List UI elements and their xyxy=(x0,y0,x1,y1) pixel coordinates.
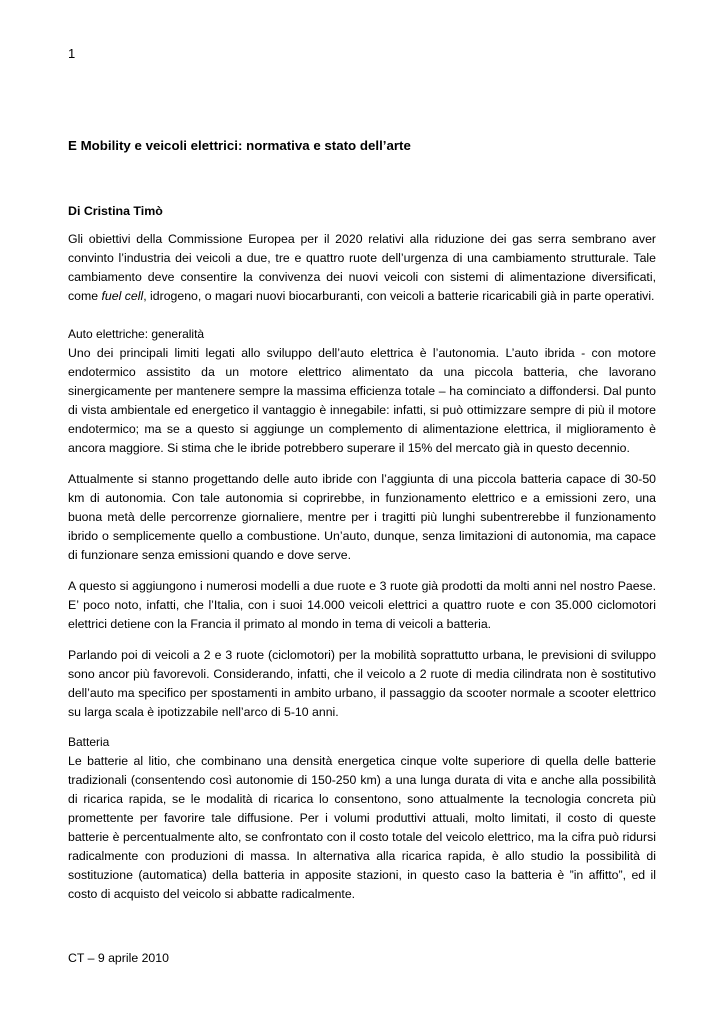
page-number: 1 xyxy=(68,46,76,61)
paragraph-autonomia: Uno dei principali limiti legati allo sviluppo dell’auto elettrica è l’autonomia. L’auto ibrida - con motore endotermico assistito da un motore elettrico alimentato da una piccola batteria, che lavorano sinergicamente per mantenere sempre la massima efficienza totale – ha cominciato a diffondersi. Dal punto di vista ambientale ed energetico il vantaggio è innegabile: infatti, si può ottimizzare sempre di più il motore endotermico; ma se a questo si aggiunge un complemento di alimentazione elettrica, il miglioramento è ancora maggiore. Si stima che le ibride potrebbero superare il 15% del mercato già in questo decennio. xyxy=(68,346,656,455)
intro-paragraph xyxy=(68,230,656,306)
paragraph-auto-ibride: Attualmente si stanno progettando delle auto ibride con l’aggiunta di una piccola batteria capace di 30-50 km di autonomia. Con tale autonomia si coprirebbe, in funzionamento elettrico e a emissioni zero, una buona metà delle percorrenze giornaliere, mentre per i tragitti più lunghi subentrerebbe il funzionamento ibrido o semplicemente quello a combustione. Un’auto, dunque, senza limitazioni di autonomia, ma capace di funzionare senza emissioni quando e dove serve. xyxy=(68,472,656,562)
paragraph-batterie-litio: Le batterie al litio, che combinano una densità energetica cinque volte superiore di quella delle batterie tradizionali (consentendo così autonomie di 150-250 km) a una lunga durata di vita e anche alla possibilità di ricarica rapida, se le modalità di ricarica lo consentono, sono attualmente la tecnologia concreta più promettente per favorire tale diffusione. Per i volumi produttivi attuali, molto limitati, il costo di queste batterie è percentualmente alto, se confrontato con il costo totale del veicolo elettrico, ma la cifra può ridursi radicalmente con produzioni di massa. In alternativa alla ricarica rapida, è allo studio la possibilità di sostituzione (automatica) della batteria in apposite stazioni, in questo caso la batteria è ”in affitto”, ed il costo di acquisto del veicolo si abbatte radicalmente. xyxy=(68,754,656,901)
section-heading-auto-elettriche: Auto elettriche: generalità xyxy=(68,327,205,341)
author-byline: Di Cristina Timò xyxy=(68,204,163,218)
intro-italic-term: fuel cell xyxy=(101,289,144,303)
paragraph-ciclomotori: Parlando poi di veicoli a 2 e 3 ruote (ciclomotori) per la mobilità soprattutto urbana, le previsioni di sviluppo sono ancor più favorevoli. Considerando, infatti, che il veicolo a 2 ruote di media cilindrata non è sostitutivo dell’auto ma specifico per spostamenti in ambito urbano, il passaggio da scooter normale a scooter elettrico su larga scala è ipotizzabile nell’arco di 5-10 anni. xyxy=(68,648,656,719)
page-footer: CT – 9 aprile 2010 xyxy=(68,951,169,965)
intro-text-start: Gli obiettivi della Commissione Europea per il 2020 relativi alla riduzione dei gas serra sembrano aver convinto l’industria dei veicoli a due, tre e quattro ruote dell’urgenza di una cambiamento strutturale. Tale cambiamento deve consentire la convivenza dei nuovi veicoli con sistemi di alimentazione diversificati, come xyxy=(68,232,656,303)
document-body xyxy=(68,230,656,916)
intro-text-end: , idrogeno, o magari nuovi biocarburanti, con veicoli a batterie ricaricabili già in parte operativi. xyxy=(143,289,655,303)
document-title: E Mobility e veicoli elettrici: normativa e stato dell’arte xyxy=(68,138,411,153)
paragraph-due-tre-ruote: A questo si aggiungono i numerosi modelli a due ruote e 3 ruote già prodotti da molti anni nel nostro Paese. E’ poco noto, infatti, che l’Italia, con i suoi 14.000 veicoli elettrici a quattro ruote e con 35.000 ciclomotori elettrici detiene con la Francia il primato al mondo in tema di veicoli a batteria. xyxy=(68,579,656,631)
section-heading-batteria: Batteria xyxy=(68,735,110,749)
